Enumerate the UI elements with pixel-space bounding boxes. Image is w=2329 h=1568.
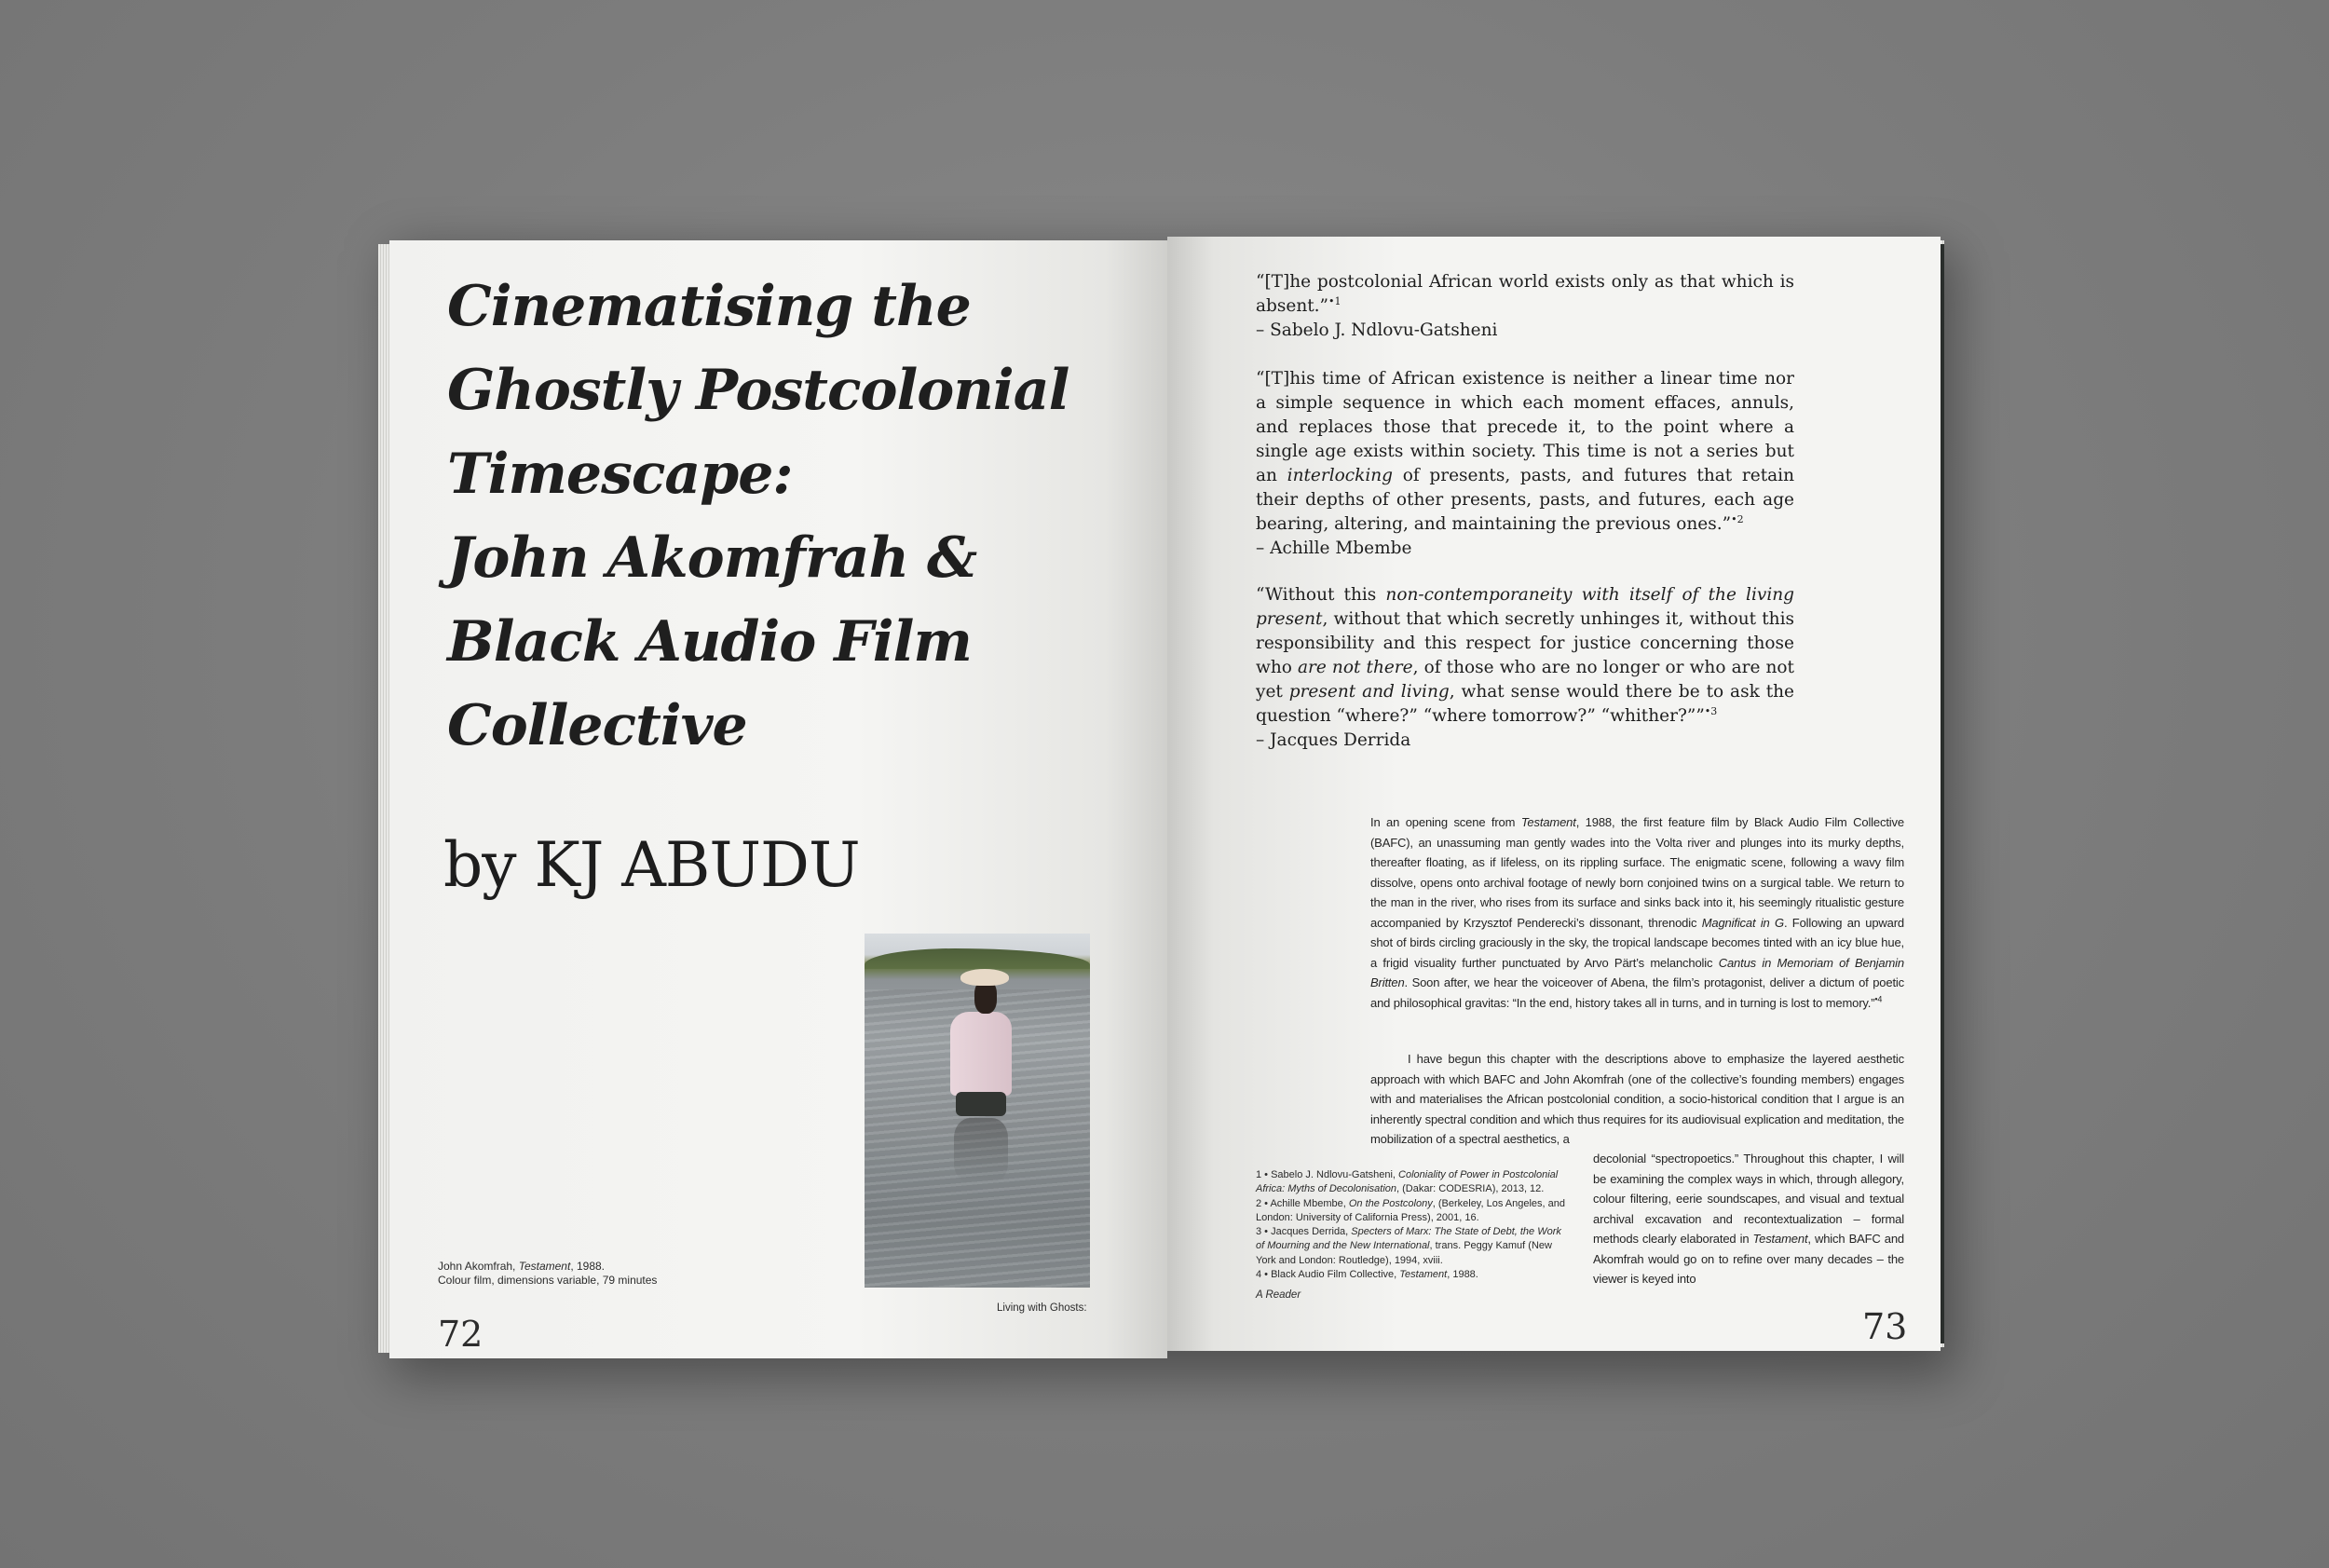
epigraph-emphasis: present and living	[1288, 682, 1450, 702]
footnote-title: Coloniality of Power in Postcolonial Africa: Myths of Decolonisation	[1256, 1169, 1559, 1195]
caption-year: , 1988.	[570, 1260, 606, 1273]
footnote-ref: •1	[1328, 294, 1342, 307]
footnote-title: Testament	[1399, 1269, 1448, 1281]
title-line: Black Audio Film	[447, 609, 972, 675]
epigraph-1	[1256, 270, 1794, 343]
photo-caption	[438, 1260, 657, 1288]
footnote-text: 4 • Black Audio Film Collective,	[1256, 1269, 1400, 1281]
body-paragraph-3	[1593, 1149, 1904, 1289]
epigraph-quote: , what sense would there be to ask the question “where?” “where tomorrow?” “whither?””	[1256, 682, 1794, 726]
epigraph-quote: , without that which secretly unhinges it, without this responsibility and this respect for justice concerning those who	[1256, 609, 1794, 677]
epigraph-2	[1256, 367, 1794, 561]
body-text-run: . Soon after, we hear the voiceover of Abena, the film’s protagonist, deliver a dictum of poetic and philosophical gravitas: “In the end, history takes all in turns, and in turning is lost to memory.”	[1370, 975, 1904, 1010]
photo-figure-body	[950, 1012, 1012, 1096]
footnote-text: 1 • Sabelo J. Ndlovu-Gatsheni,	[1256, 1169, 1399, 1180]
right-page	[1167, 237, 1941, 1351]
footnote	[1256, 1168, 1573, 1197]
footnote	[1256, 1197, 1573, 1226]
epigraph-3	[1256, 583, 1794, 753]
footnote-title: Specters of Marx: The State of Debt, the Work of Mourning and the New International	[1256, 1226, 1561, 1252]
title-line: Collective	[447, 693, 747, 758]
title-line: Ghostly Postcolonial	[447, 358, 1069, 423]
caption-work-title: Testament	[518, 1260, 571, 1273]
body-paragraph-2: I have begun this chapter with the descriptions above to emphasize the layered aesthetic approach with which BAFC and John Akomfrah (one of the collective’s founding members) engages with and materialises the African postcolonial condition, a socio-historical condition that I argue is an inherently spectral condition and which thus requires for its audiovisual explication and meditation, the mobilization of a spectral aesthetics, a	[1370, 1052, 1904, 1146]
footnote-ref: •4	[1874, 994, 1883, 1004]
body-paragraph-1	[1370, 812, 1904, 1013]
epigraph-quote: “[T]his time of African existence is neither a linear time nor a simple sequence in which each moment effaces, annuls, and replaces those that precede it, to the point where a single age exists within society. This time is not a series but an	[1256, 369, 1794, 485]
body-text-run: decolonial “spectropoetics.” Throughout this chapter, I will be examining the complex ways in which, through allegory, colour filtering, eerie soundscapes, and visual and textual archival excavation and recontextualization – formal methods clearly elaborated in	[1593, 1152, 1904, 1246]
body-emphasis: Testament	[1520, 815, 1576, 829]
epigraph-quote: , of those who are no longer or who are not yet	[1256, 658, 1794, 702]
page-number-right: 73	[1862, 1306, 1908, 1347]
running-head-right: A Reader	[1256, 1289, 1301, 1301]
footnote	[1256, 1225, 1573, 1268]
title-line: John Akomfrah &	[447, 525, 977, 591]
epigraph-quote: “[T]he postcolonial African world exists only as that which is absent.”	[1256, 272, 1794, 316]
footnote-title: On the Postcolony	[1348, 1197, 1433, 1209]
footnote-text: , (Dakar: CODESRIA), 2013, 12.	[1396, 1183, 1545, 1195]
footnote-text: , trans. Peggy Kamuf (New York and London: Routledge), 1994, xviii.	[1256, 1240, 1552, 1266]
chapter-title	[447, 265, 1118, 768]
body-emphasis: Testament	[1752, 1232, 1808, 1246]
photo-treeline	[865, 948, 1090, 969]
body-emphasis: Magnificat in G	[1701, 915, 1784, 930]
footnote-ref: •2	[1731, 512, 1744, 525]
footnote-text: , 1988.	[1447, 1269, 1478, 1281]
footnote-text: 2 • Achille Mbembe,	[1256, 1197, 1349, 1209]
title-line: Timescape:	[447, 442, 793, 507]
body-emphasis: Cantus in Memoriam of Benjamin Britten	[1370, 955, 1904, 989]
body-text-run: . Following an upward shot of birds circling graciously in the sky, the tropical landscape becomes tinted with an icy blue hue, a frigid visuality further punctuated by Arvo Pärt’s melancholic	[1370, 915, 1904, 970]
body-text-run: , which BAFC and Akomfrah would go on to refine over many decades – the viewer is keyed into	[1593, 1232, 1904, 1286]
epigraph-quote: “Without this	[1256, 585, 1386, 605]
photo-figure-hat	[960, 969, 1009, 986]
author-byline: by KJ ABUDU	[443, 829, 860, 901]
photo-figure-legs	[956, 1092, 1006, 1116]
film-still-photo	[865, 934, 1090, 1288]
epigraph-emphasis: interlocking	[1287, 466, 1394, 485]
footnote-text: 3 • Jacques Derrida,	[1256, 1226, 1352, 1238]
footnote-text: , (Berkeley, Los Angeles, and London: University of California Press), 2001, 16.	[1256, 1197, 1566, 1223]
body-text-run: In an opening scene from	[1370, 815, 1521, 829]
footnotes	[1256, 1168, 1573, 1282]
body-text-run: , 1988, the first feature film by Black Audio Film Collective (BAFC), an unassuming man gently wades into the Volta river and plunges into its murky depths, thereafter floating, as if lifeless, on its rippling surface. The enigmatic scene, following a wavy film dissolve, opens onto archival footage of newly born conjoined twins on a surgical table. We return to the man in the river, who rises from its surface and sinks back into it, his seemingly ritualistic gesture accompanied by Krzysztof Penderecki’s dissonant, threnodic	[1370, 815, 1904, 930]
caption-artist: John Akomfrah,	[438, 1260, 519, 1273]
footnote	[1256, 1268, 1573, 1282]
epigraph-emphasis: non-contemporaneity with itself of the living present	[1256, 585, 1794, 629]
epigraph-attribution: – Jacques Derrida	[1256, 730, 1411, 750]
epigraph-attribution: – Sabelo J. Ndlovu-Gatsheni	[1256, 320, 1498, 340]
title-line: Cinematising the	[447, 274, 971, 339]
epigraph-emphasis: are not there	[1298, 658, 1413, 677]
epigraph-quote: of presents, pasts, and futures that retain their depths of other presents, pasts, and futures, each age bearing, altering, and maintaining the previous ones.”	[1256, 466, 1794, 534]
footnote-ref: •3	[1704, 704, 1718, 717]
page-number-left: 72	[438, 1314, 484, 1355]
left-page	[389, 240, 1167, 1358]
running-head-left: Living with Ghosts:	[997, 1302, 1087, 1314]
epigraph-attribution: – Achille Mbembe	[1256, 539, 1412, 558]
caption-details: Colour film, dimensions variable, 79 minutes	[438, 1274, 658, 1287]
photo-reflection	[954, 1118, 1008, 1183]
